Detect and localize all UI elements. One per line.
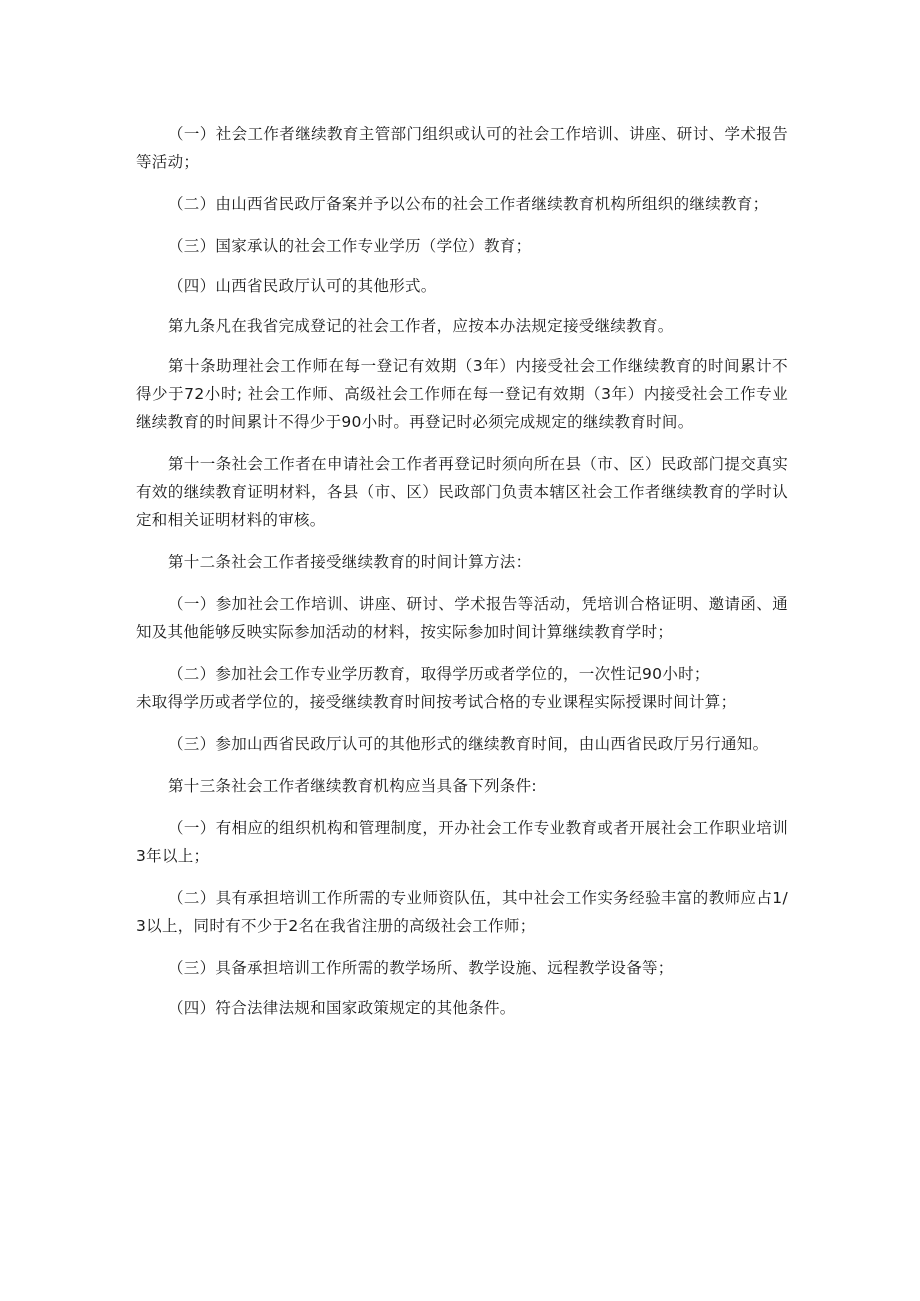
- paragraph: （一）参加社会工作培训、讲座、研讨、学术报告等活动，凭培训合格证明、邀请函、通知及其他能够反映实际参加活动的材料，按实际参加时间计算继续教育学时；: [136, 595, 788, 641]
- paragraph: （一）有相应的组织机构和管理制度，开办社会工作专业教育或者开展社会工作职业培训3年以上；: [136, 819, 788, 865]
- paragraph: （三）国家承认的社会工作专业学历（学位）教育；: [168, 237, 532, 255]
- paragraph: 第十条助理社会工作师在每一登记有效期（3年）内接受社会工作继续教育的时间累计不得少于72小时; 社会工作师、高级社会工作师在每一登记有效期（3年）内接受社会工作专业继续教育的时间累计不得少于90小时。再登记时必须完成规定的继续教育时间。: [136, 357, 788, 431]
- paragraph: （三）具备承担培训工作所需的教学场所、教学设施、远程教学设备等；: [168, 959, 674, 977]
- paragraph: （二）参加社会工作专业学历教育，取得学历或者学位的，一次性记90小时；: [168, 665, 710, 683]
- document-body: [136, 120, 788, 1022]
- paragraph: （一）社会工作者继续教育主管部门组织或认可的社会工作培训、讲座、研讨、学术报告等活动；: [136, 125, 788, 171]
- paragraph: （三）参加山西省民政厅认可的其他形式的继续教育时间，由山西省民政厅另行通知。: [168, 735, 769, 753]
- paragraph: （二）具有承担培训工作所需的专业师资队伍，其中社会工作实务经验丰富的教师应占1/3以上，同时有不少于2名在我省注册的高级社会工作师；: [136, 889, 788, 935]
- paragraph: （四）山西省民政厅认可的其他形式。: [168, 277, 437, 295]
- paragraph: （二）由山西省民政厅备案并予以公布的社会工作者继续教育机构所组织的继续教育；: [168, 195, 769, 213]
- paragraph: （四）符合法律法规和国家政策规定的其他条件。: [168, 999, 516, 1017]
- paragraph: 第十二条社会工作者接受继续教育的时间计算方法：: [168, 553, 532, 571]
- paragraph: 第十一条社会工作者在申请社会工作者再登记时须向所在县（市、区）民政部门提交真实有效的继续教育证明材料，各县（市、区）民政部门负责本辖区社会工作者继续教育的学时认定和相关证明材料的审核。: [136, 455, 788, 529]
- paragraph: 未取得学历或者学位的，接受继续教育时间按考试合格的专业课程实际授课时间计算；: [136, 693, 737, 711]
- paragraph: 第九条凡在我省完成登记的社会工作者，应按本办法规定接受继续教育。: [168, 317, 674, 335]
- paragraph: 第十三条社会工作者继续教育机构应当具备下列条件:: [168, 777, 537, 795]
